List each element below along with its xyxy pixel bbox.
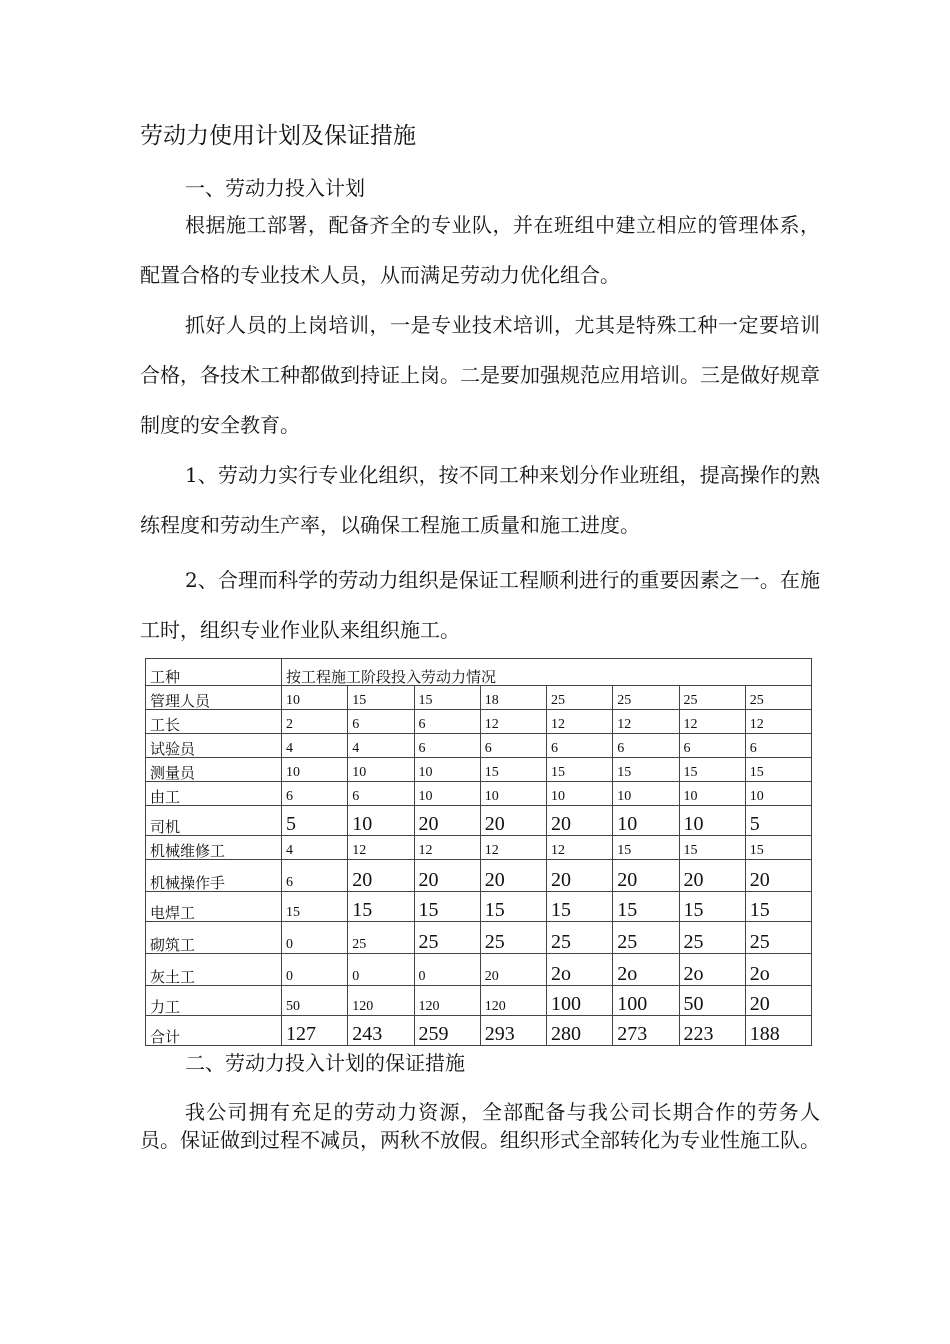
table-row [146,734,812,758]
table-row [146,1016,812,1046]
value-cell: 259 [414,1016,480,1046]
table-row [146,686,812,710]
trade-name-cell: 合计 [146,1016,282,1046]
trade-name-cell: 力工 [146,986,282,1016]
value-cell: 120 [480,986,546,1016]
value-cell: 12 [348,836,414,860]
value-cell: 20 [547,860,613,892]
value-cell: 25 [480,922,546,954]
value-cell: 12 [414,836,480,860]
value-cell: 20 [480,806,546,836]
value-cell: 2 [282,710,348,734]
value-cell: 6 [414,710,480,734]
value-cell: 15 [282,892,348,922]
table-header-row [146,659,812,686]
paragraph-5: 我公司拥有充足的劳动力资源，全部配备与我公司长期合作的劳务人员。保证做到过程不减员，两秋不放假。组织形式全部转化为专业性施工队。 [140,1100,820,1152]
value-cell: 25 [414,922,480,954]
value-cell: 0 [348,954,414,986]
value-cell: 12 [745,710,811,734]
page-title: 劳动力使用计划及保证措施 [140,123,416,149]
trade-name-cell: 测量员 [146,758,282,782]
value-cell: 223 [679,1016,745,1046]
value-cell: 0 [282,954,348,986]
value-cell: 293 [480,1016,546,1046]
value-cell: 15 [480,758,546,782]
value-cell: 15 [745,892,811,922]
labor-table [145,658,812,1046]
value-cell: 10 [414,782,480,806]
section2-heading: 二、劳动力投入计划的保证措施 [185,1051,465,1075]
trade-name-cell: 由工 [146,782,282,806]
value-cell: 15 [679,836,745,860]
value-cell: 15 [547,892,613,922]
paragraph-3: 1、劳动力实行专业化组织，按不同工种来划分作业班组，提高操作的熟练程度和劳动生产率，以确保工程施工质量和施工进度。 [140,463,820,537]
value-cell: 12 [547,836,613,860]
value-cell: 2o [679,954,745,986]
table-row [146,806,812,836]
table-row [146,836,812,860]
value-cell: 15 [480,892,546,922]
table-row [146,986,812,1016]
value-cell: 15 [348,892,414,922]
trade-name-cell: 管理人员 [146,686,282,710]
value-cell: 15 [679,758,745,782]
value-cell: 25 [348,922,414,954]
trade-name-cell: 试验员 [146,734,282,758]
value-cell: 20 [745,986,811,1016]
value-cell: 25 [745,922,811,954]
value-cell: 127 [282,1016,348,1046]
trade-name-cell: 灰土工 [146,954,282,986]
trade-name-cell: 机械操作手 [146,860,282,892]
value-cell: 4 [282,836,348,860]
value-cell: 25 [547,686,613,710]
value-cell: 20 [414,860,480,892]
header-stage: 按工程施工阶段投入劳动力情况 [282,659,812,686]
value-cell: 50 [679,986,745,1016]
value-cell: 15 [414,686,480,710]
trade-name-cell: 电焊工 [146,892,282,922]
value-cell: 15 [414,892,480,922]
value-cell: 10 [348,758,414,782]
value-cell: 15 [745,758,811,782]
value-cell: 243 [348,1016,414,1046]
value-cell: 6 [282,782,348,806]
value-cell: 12 [480,836,546,860]
value-cell: 20 [745,860,811,892]
value-cell: 6 [679,734,745,758]
value-cell: 20 [613,860,679,892]
trade-name-cell: 司机 [146,806,282,836]
value-cell: 2o [613,954,679,986]
table-row [146,892,812,922]
value-cell: 10 [547,782,613,806]
value-cell: 15 [613,892,679,922]
value-cell: 273 [613,1016,679,1046]
value-cell: 25 [679,686,745,710]
value-cell: 0 [282,922,348,954]
value-cell: 12 [480,710,546,734]
table-row [146,758,812,782]
value-cell: 12 [547,710,613,734]
value-cell: 12 [613,710,679,734]
value-cell: 6 [282,860,348,892]
value-cell: 20 [547,806,613,836]
value-cell: 4 [282,734,348,758]
value-cell: 6 [348,782,414,806]
value-cell: 20 [480,954,546,986]
value-cell: 100 [547,986,613,1016]
value-cell: 20 [348,860,414,892]
value-cell: 6 [414,734,480,758]
trade-name-cell: 机械维修工 [146,836,282,860]
value-cell: 6 [547,734,613,758]
value-cell: 20 [480,860,546,892]
value-cell: 6 [348,710,414,734]
value-cell: 25 [745,686,811,710]
value-cell: 120 [348,986,414,1016]
value-cell: 188 [745,1016,811,1046]
trade-name-cell: 工长 [146,710,282,734]
value-cell: 50 [282,986,348,1016]
value-cell: 15 [348,686,414,710]
value-cell: 20 [679,860,745,892]
table-row [146,954,812,986]
value-cell: 25 [613,686,679,710]
value-cell: 15 [613,758,679,782]
value-cell: 12 [679,710,745,734]
value-cell: 25 [547,922,613,954]
paragraph-4: 2、合理而科学的劳动力组织是保证工程顺利进行的重要因素之一。在施工时，组织专业作业队来组织施工。 [140,568,820,642]
value-cell: 10 [480,782,546,806]
value-cell: 100 [613,986,679,1016]
value-cell: 10 [679,806,745,836]
value-cell: 20 [414,806,480,836]
value-cell: 15 [613,836,679,860]
section1-heading: 一、劳动力投入计划 [185,176,365,200]
value-cell: 6 [613,734,679,758]
value-cell: 120 [414,986,480,1016]
value-cell: 10 [613,806,679,836]
paragraph-1: 根据施工部署，配备齐全的专业队，并在班组中建立相应的管理体系，配置合格的专业技术人员，从而满足劳动力优化组合。 [140,213,820,287]
value-cell: 10 [679,782,745,806]
value-cell: 10 [282,758,348,782]
header-trade: 工种 [146,659,282,686]
value-cell: 25 [613,922,679,954]
value-cell: 5 [745,806,811,836]
value-cell: 6 [480,734,546,758]
value-cell: 10 [613,782,679,806]
value-cell: 0 [414,954,480,986]
value-cell: 5 [282,806,348,836]
table-row [146,922,812,954]
value-cell: 280 [547,1016,613,1046]
value-cell: 15 [547,758,613,782]
value-cell: 2o [745,954,811,986]
paragraph-2: 抓好人员的上岗培训，一是专业技术培训，尤其是特殊工种一定要培训合格，各技术工种都做到持证上岗。二是要加强规范应用培训。三是做好规章制度的安全教育。 [140,313,820,437]
value-cell: 2o [547,954,613,986]
value-cell: 25 [679,922,745,954]
value-cell: 10 [414,758,480,782]
table-row [146,710,812,734]
value-cell: 10 [282,686,348,710]
value-cell: 6 [745,734,811,758]
value-cell: 4 [348,734,414,758]
trade-name-cell: 砌筑工 [146,922,282,954]
value-cell: 15 [679,892,745,922]
value-cell: 18 [480,686,546,710]
value-cell: 10 [745,782,811,806]
table-row [146,782,812,806]
table-row [146,860,812,892]
value-cell: 15 [745,836,811,860]
value-cell: 10 [348,806,414,836]
